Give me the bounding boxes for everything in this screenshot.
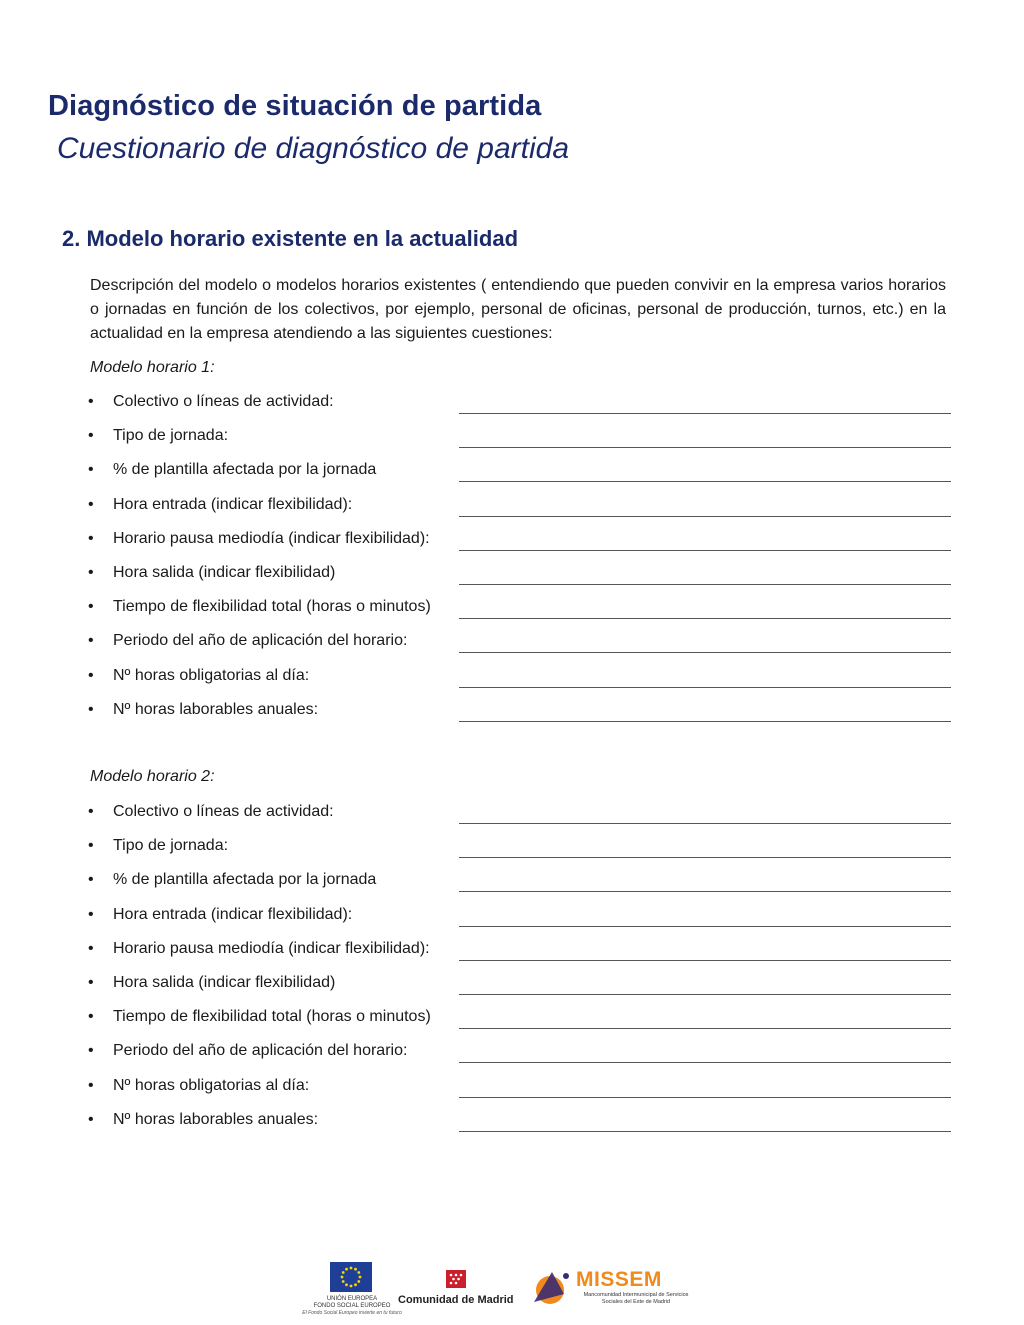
answer-line[interactable] bbox=[459, 960, 951, 961]
page-subtitle: Cuestionario de diagnóstico de partida bbox=[57, 132, 570, 165]
page-title: Diagnóstico de situación de partida bbox=[48, 90, 542, 122]
question-row bbox=[88, 455, 958, 489]
bullet: • bbox=[88, 1076, 94, 1094]
answer-line[interactable] bbox=[459, 857, 951, 858]
bullet: • bbox=[88, 837, 94, 855]
bullet: • bbox=[88, 393, 94, 410]
eu-flag-icon bbox=[330, 1262, 372, 1292]
model-1-label: Modelo horario 1: bbox=[90, 359, 215, 376]
question-row bbox=[88, 900, 958, 934]
answer-line[interactable] bbox=[459, 516, 951, 517]
question-row bbox=[88, 797, 958, 831]
question-label: Nº horas laborables anuales: bbox=[113, 1110, 319, 1128]
model-1-question-list bbox=[88, 387, 958, 729]
answer-line[interactable] bbox=[459, 926, 951, 927]
model-2-question-list bbox=[88, 797, 958, 1139]
question-label: Nº horas obligatorias al día: bbox=[113, 666, 310, 684]
bullet: • bbox=[88, 461, 94, 479]
question-row bbox=[88, 387, 958, 421]
madrid-label: Comunidad de Madrid bbox=[398, 1294, 514, 1306]
bullet: • bbox=[88, 1042, 94, 1060]
answer-line[interactable] bbox=[459, 891, 951, 892]
question-row bbox=[88, 626, 958, 660]
answer-line[interactable] bbox=[459, 447, 951, 448]
section-heading: 2. Modelo horario existente en la actualidad bbox=[62, 226, 519, 251]
answer-line[interactable] bbox=[459, 1062, 951, 1063]
question-label: Hora salida (indicar flexibilidad) bbox=[113, 563, 336, 581]
eu-slogan: El Fondo Social Europeo invierte en tu futuro bbox=[302, 1310, 402, 1316]
bullet: • bbox=[88, 973, 94, 991]
question-row bbox=[88, 421, 958, 455]
bullet: • bbox=[88, 529, 94, 547]
question-label: Nº horas laborables anuales: bbox=[113, 700, 319, 718]
footer-logos bbox=[300, 1258, 689, 1318]
question-label: Colectivo o líneas de actividad: bbox=[113, 393, 334, 410]
eu-fund-label: FONDO SOCIAL EUROPEO bbox=[313, 1303, 391, 1309]
answer-line[interactable] bbox=[459, 994, 951, 995]
answer-line[interactable] bbox=[459, 1131, 951, 1132]
bullet: • bbox=[88, 632, 94, 650]
question-label: Hora entrada (indicar flexibilidad): bbox=[113, 905, 353, 923]
question-row bbox=[88, 831, 958, 865]
question-label: Colectivo o líneas de actividad: bbox=[113, 803, 334, 820]
question-label: Tiempo de flexibilidad total (horas o minutos) bbox=[113, 1008, 431, 1026]
question-row bbox=[88, 865, 958, 899]
question-row bbox=[88, 695, 958, 729]
question-label: % de plantilla afectada por la jornada bbox=[113, 871, 377, 889]
bullet: • bbox=[88, 700, 94, 718]
answer-line[interactable] bbox=[459, 1028, 951, 1029]
question-label: Horario pausa mediodía (indicar flexibilidad): bbox=[113, 939, 430, 957]
bullet: • bbox=[88, 1110, 94, 1128]
madrid-stars-icon bbox=[446, 1270, 466, 1288]
bullet: • bbox=[88, 871, 94, 889]
question-row bbox=[88, 661, 958, 695]
question-label: Nº horas obligatorias al día: bbox=[113, 1076, 310, 1094]
bullet: • bbox=[88, 803, 94, 820]
bullet: • bbox=[88, 598, 94, 616]
bullet: • bbox=[88, 427, 94, 445]
answer-line[interactable] bbox=[459, 550, 951, 551]
answer-line[interactable] bbox=[459, 721, 951, 722]
answer-line[interactable] bbox=[459, 1097, 951, 1098]
question-label: Hora entrada (indicar flexibilidad): bbox=[113, 495, 353, 513]
question-label: Horario pausa mediodía (indicar flexibilidad): bbox=[113, 529, 430, 547]
question-label: Tipo de jornada: bbox=[113, 837, 229, 855]
answer-line[interactable] bbox=[459, 618, 951, 619]
missem-subtitle: Mancomunidad Intermunicipal de Servicios Sociales del Este de Madrid bbox=[583, 1292, 689, 1305]
question-row bbox=[88, 592, 958, 626]
bullet: • bbox=[88, 495, 94, 513]
missem-name: MISSEM bbox=[576, 1268, 662, 1291]
model-2-label: Modelo horario 2: bbox=[90, 768, 215, 785]
question-label: Periodo del año de aplicación del horario: bbox=[113, 632, 408, 650]
question-label: Hora salida (indicar flexibilidad) bbox=[113, 973, 336, 991]
question-row bbox=[88, 524, 958, 558]
eu-label: UNIÓN EUROPEA bbox=[326, 1296, 378, 1302]
answer-line[interactable] bbox=[459, 481, 951, 482]
answer-line[interactable] bbox=[459, 652, 951, 653]
section-intro: Descripción del modelo o modelos horarios existentes ( entendiendo que pueden convivir en la empresa varios horarios o jornadas en función de los colectivos, por ejemplo, personal de oficinas, personal de producción, turnos, etc.) en la actualidad en la empresa atendiendo a las siguientes cuestiones: bbox=[90, 277, 946, 342]
question-row bbox=[88, 1071, 958, 1105]
answer-line[interactable] bbox=[459, 687, 951, 688]
question-label: Tipo de jornada: bbox=[113, 427, 229, 445]
bullet: • bbox=[88, 666, 94, 684]
question-label: % de plantilla afectada por la jornada bbox=[113, 461, 377, 479]
question-row bbox=[88, 968, 958, 1002]
question-row bbox=[88, 558, 958, 592]
question-label: Periodo del año de aplicación del horario: bbox=[113, 1042, 408, 1060]
question-row bbox=[88, 934, 958, 968]
bullet: • bbox=[88, 1008, 94, 1026]
bullet: • bbox=[88, 563, 94, 581]
question-row bbox=[88, 1036, 958, 1070]
question-row bbox=[88, 1105, 958, 1139]
bullet: • bbox=[88, 939, 94, 957]
question-row bbox=[88, 490, 958, 524]
answer-line[interactable] bbox=[459, 823, 951, 824]
answer-line[interactable] bbox=[459, 584, 951, 585]
question-row bbox=[88, 1002, 958, 1036]
answer-line[interactable] bbox=[459, 413, 951, 414]
question-label: Tiempo de flexibilidad total (horas o minutos) bbox=[113, 598, 431, 616]
missem-logo-icon bbox=[530, 1264, 574, 1308]
bullet: • bbox=[88, 905, 94, 923]
